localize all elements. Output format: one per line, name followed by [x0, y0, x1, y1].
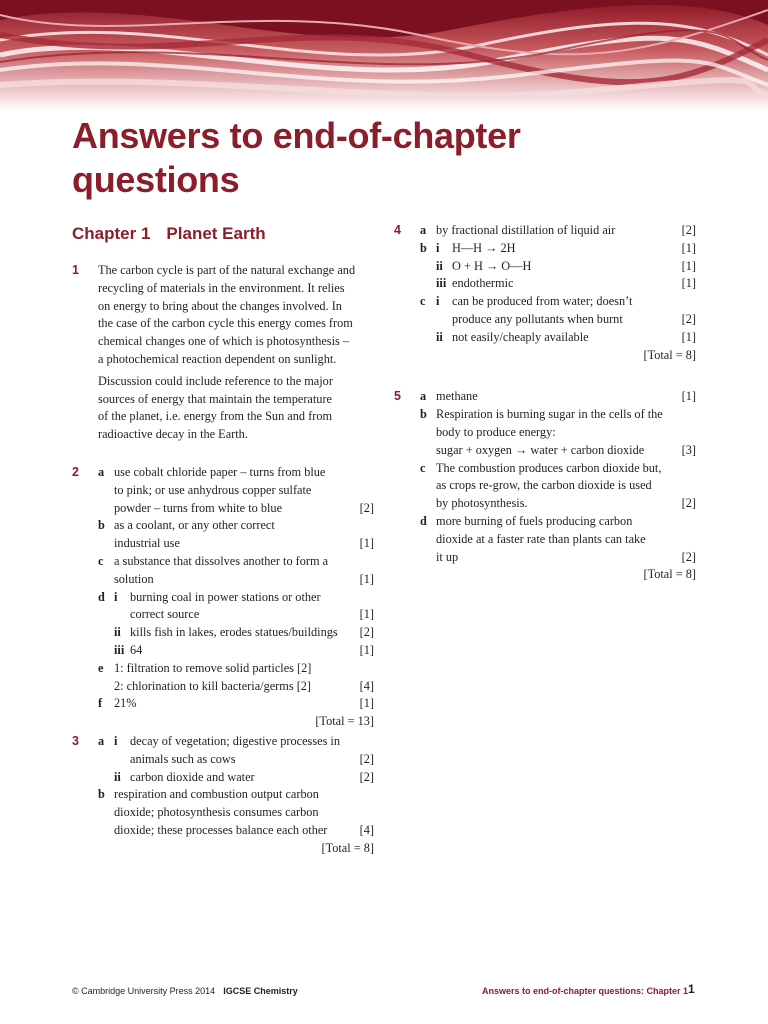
- text-line: radioactive decay in the Earth.: [98, 427, 248, 442]
- part-label: a: [98, 464, 105, 479]
- text-line: on energy to bring about the changes involved. In: [98, 298, 342, 313]
- page-title: [72, 114, 712, 202]
- text-line: dioxide; these processes balance each other: [114, 822, 328, 837]
- part-f: [98, 695, 374, 713]
- decorative-wave-banner: [0, 0, 768, 110]
- subpart-label: i: [114, 589, 118, 604]
- text-line: The combustion produces carbon dioxide but,: [436, 460, 662, 475]
- subpart-ii: [436, 329, 696, 347]
- question-1: [72, 262, 374, 444]
- text-line: O + H → O—H: [452, 258, 532, 273]
- subpart-ii: [436, 258, 696, 276]
- part-label: b: [420, 407, 427, 422]
- mark: [1]: [359, 536, 374, 551]
- chapter-heading: [72, 222, 266, 246]
- subpart-i: [436, 293, 696, 329]
- part-label: a: [420, 223, 427, 237]
- mark: [2]: [359, 751, 374, 766]
- part-label: c: [420, 460, 426, 475]
- mark: [1]: [359, 607, 374, 622]
- question-total: [Total = 13]: [315, 714, 374, 729]
- text-line: more burning of fuels producing carbon: [436, 513, 633, 528]
- text-line: as a coolant, or any other correct: [114, 518, 275, 533]
- mark: [2]: [681, 496, 696, 511]
- mark: [1]: [681, 389, 696, 404]
- question-number: 5: [394, 389, 401, 404]
- subpart-ii: [114, 624, 374, 642]
- mark: [2]: [681, 549, 696, 564]
- text-line: correct source: [130, 607, 200, 622]
- answer-paragraph: [98, 262, 374, 369]
- part-label: b: [420, 240, 427, 255]
- part-c: [420, 460, 696, 513]
- text-line: to pink; or use anhydrous copper sulfate: [114, 482, 312, 497]
- text-line: chemical changes one of which is photosynthesis –: [98, 334, 350, 349]
- text-line: decay of vegetation; digestive processes in: [130, 733, 341, 748]
- part-b: [98, 517, 374, 553]
- text-line: of the planet, i.e. energy from the Sun and from: [98, 409, 333, 424]
- part-label: b: [98, 787, 105, 802]
- text-line: 64: [130, 642, 143, 657]
- book-title: IGCSE Chemistry: [223, 986, 298, 996]
- subpart-iii: [436, 275, 696, 293]
- mark: [2]: [359, 769, 374, 784]
- text-line: animals such as cows: [130, 751, 236, 766]
- subpart-label: iii: [114, 642, 125, 657]
- subpart-label: ii: [114, 625, 121, 640]
- part-d: [98, 589, 374, 660]
- part-d: [420, 513, 696, 566]
- question-number: 3: [72, 733, 79, 748]
- text-line: The carbon cycle is part of the natural exchange and: [98, 263, 356, 277]
- mark: [1]: [681, 276, 696, 291]
- mark: [2]: [359, 500, 374, 515]
- text-line: dioxide at a faster rate than plants can take: [436, 531, 646, 546]
- question-2: [72, 464, 374, 731]
- text-line: 21%: [114, 696, 137, 711]
- text-line: respiration and combustion output carbon: [114, 787, 319, 802]
- copyright-text: © Cambridge University Press 2014: [72, 986, 216, 996]
- text-line: industrial use: [114, 536, 180, 551]
- text-line: it up: [436, 549, 459, 564]
- subpart-i: [436, 240, 696, 258]
- question-3: [72, 733, 374, 858]
- part-label: b: [98, 518, 105, 533]
- text-line: can be produced from water; doesn’t: [452, 294, 633, 309]
- question-number: 4: [394, 223, 401, 237]
- mark: [2]: [681, 311, 696, 326]
- question-number: 1: [72, 263, 79, 277]
- part-a: [420, 222, 696, 240]
- subpart-ii: [114, 769, 374, 787]
- text-line: by fractional distillation of liquid air: [436, 223, 616, 237]
- left-column: [72, 262, 374, 858]
- subpart-label: i: [436, 294, 440, 309]
- page-title-line-2: questions: [72, 159, 240, 200]
- right-column: [394, 222, 696, 584]
- text-line: carbon dioxide and water: [130, 769, 255, 784]
- chapter-title: Planet Earth: [166, 224, 266, 243]
- part-label: f: [98, 696, 103, 711]
- answer-paragraph: [98, 373, 374, 444]
- subpart-label: ii: [436, 329, 443, 344]
- text-line: burning coal in power stations or other: [130, 589, 321, 604]
- text-line: produce any pollutants when burnt: [452, 311, 623, 326]
- text-line: as crops re-grow, the carbon dioxide is used: [436, 478, 652, 493]
- subpart-label: ii: [114, 769, 121, 784]
- mark: [1]: [359, 571, 374, 586]
- part-a: [98, 464, 374, 517]
- part-c: [98, 553, 374, 589]
- question-total: [Total = 8]: [643, 567, 696, 582]
- text-line: solution: [114, 571, 154, 586]
- text-line: dioxide; photosynthesis consumes carbon: [114, 805, 319, 820]
- mark: [1]: [359, 642, 374, 657]
- text-line: a substance that dissolves another to form a: [114, 553, 329, 568]
- footer-copyright: [72, 984, 298, 998]
- text-line: methane: [436, 389, 478, 404]
- text-line: kills fish in lakes, erodes statues/buildings: [130, 625, 338, 640]
- part-label: d: [98, 589, 105, 604]
- question-number: 2: [72, 464, 79, 479]
- text-line: by photosynthesis.: [436, 496, 528, 511]
- text-line: Discussion could include reference to the major: [98, 373, 333, 388]
- mark: [2]: [681, 223, 696, 237]
- part-label: e: [98, 660, 104, 675]
- subpart-i: [114, 589, 374, 625]
- footer-running-title: Answers to end-of-chapter questions: Chapter 1: [482, 986, 689, 996]
- text-line: body to produce energy:: [436, 424, 556, 439]
- subpart-label: ii: [436, 258, 443, 273]
- mark: [1]: [681, 329, 696, 344]
- text-line: recycling of materials in the environment. It relies: [98, 280, 345, 295]
- text-line: a photochemical reaction dependent on sunlight.: [98, 351, 337, 366]
- part-label: c: [98, 553, 104, 568]
- page-number: 1: [688, 982, 695, 996]
- mark: [3]: [681, 442, 696, 457]
- chapter-number: Chapter 1: [72, 224, 151, 243]
- text-line: the case of the carbon cycle this energy comes from: [98, 316, 353, 331]
- subpart-label: iii: [436, 276, 447, 291]
- text-line: 2: chlorination to kill bacteria/germs [2]: [114, 678, 312, 693]
- part-b: [420, 406, 696, 459]
- part-a: [420, 388, 696, 406]
- part-b: [98, 786, 374, 839]
- text-line: Respiration is burning sugar in the cells of the: [436, 407, 663, 422]
- mark: [4]: [359, 822, 374, 837]
- part-b: [420, 240, 696, 293]
- text-line: powder – turns from white to blue: [114, 500, 283, 515]
- part-e: [98, 660, 374, 696]
- text-line: endothermic: [452, 276, 514, 291]
- question-5: [394, 388, 696, 584]
- subpart-i: [114, 733, 374, 769]
- mark: [2]: [359, 625, 374, 640]
- part-label: a: [420, 389, 427, 404]
- subpart-iii: [114, 642, 374, 660]
- mark: [1]: [359, 696, 374, 711]
- text-line: sources of energy that maintain the temperature: [98, 391, 333, 406]
- mark: [1]: [681, 258, 696, 273]
- subpart-label: i: [114, 733, 118, 748]
- part-label: a: [98, 733, 105, 748]
- text-line: 1: filtration to remove solid particles [2]: [114, 660, 312, 675]
- subpart-label: i: [436, 240, 440, 255]
- question-total: [Total = 8]: [321, 840, 374, 855]
- text-line: sugar + oxygen → water + carbon dioxide: [436, 442, 645, 457]
- mark: [1]: [681, 240, 696, 255]
- part-a: [98, 733, 374, 786]
- text-line: H—H → 2H: [452, 240, 516, 255]
- part-c: [420, 293, 696, 346]
- part-label: c: [420, 294, 426, 309]
- text-line: use cobalt chloride paper – turns from blue: [114, 464, 326, 479]
- question-4: [394, 222, 696, 364]
- part-label: d: [420, 513, 427, 528]
- text-line: not easily/cheaply available: [452, 329, 589, 344]
- mark: [4]: [359, 678, 374, 693]
- page-title-line-1: Answers to end-of-chapter: [72, 115, 521, 156]
- question-total: [Total = 8]: [643, 347, 696, 362]
